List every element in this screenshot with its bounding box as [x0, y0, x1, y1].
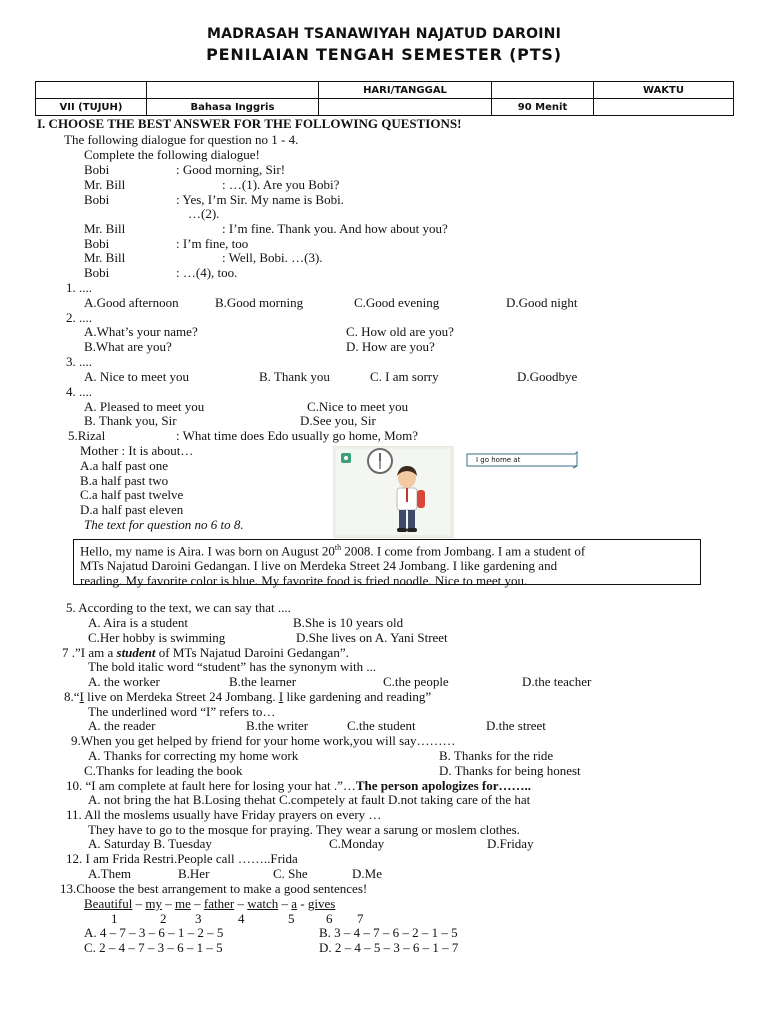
option-d: D.Friday — [487, 836, 534, 851]
option-a: A.What’s your name? — [84, 324, 198, 339]
q8-text: live on Merdeka Street 24 Jombang. — [83, 689, 279, 704]
passage-line-3: reading. My favorite color is blue. My favorite food is fried noodle. Nice to meet you. — [80, 573, 528, 589]
option-c: C. She — [273, 866, 308, 881]
word-list: Beautiful – my – me – father – watch – a - gives — [84, 896, 336, 911]
option-b: B.the writer — [246, 718, 309, 733]
passage-note: The text for question no 6 to 8. — [84, 517, 244, 532]
word-number: 2 — [160, 911, 167, 926]
dialogue-speaker: Bobi — [84, 192, 110, 207]
question-stem: The underlined word “I” refers to… — [88, 704, 276, 719]
option-d: D. 2 – 4 – 5 – 3 – 6 – 1 – 7 — [319, 940, 459, 955]
q8-text: 8.“ — [64, 689, 80, 704]
info-cell — [36, 82, 147, 99]
exam-title: PENILAIAN TENGAH SEMESTER (PTS) — [206, 45, 562, 64]
option-c: C.a half past twelve — [80, 487, 184, 502]
q5-speaker: 5.Rizal — [68, 428, 106, 443]
question-stem: 13.Choose the best arrangement to make a good sentences! — [60, 881, 368, 896]
dialogue-speaker: Mr. Bill — [84, 221, 126, 236]
word: Beautiful — [84, 896, 133, 911]
option-c: C.Good evening — [354, 295, 440, 310]
dialogue-line: : Well, Bobi. …(3). — [222, 250, 323, 265]
option-d: D.She lives on A. Yani Street — [296, 630, 448, 645]
option-c: C.Her hobby is swimming — [88, 630, 226, 645]
question-stem — [66, 778, 531, 793]
option-b: B. Thank you — [259, 369, 330, 384]
dialogue-line: : …(4), too. — [176, 265, 238, 280]
option-d: D. Thanks for being honest — [439, 763, 581, 778]
option-d: D.the teacher — [522, 674, 592, 689]
q5-line: : What time does Edo usually go home, Mom? — [176, 428, 419, 443]
dialogue-speaker: Bobi — [84, 236, 110, 251]
question-quote — [62, 645, 349, 660]
option-b: B.Good morning — [215, 295, 304, 310]
passage-text: 2008. I come from Jombang. I am a student of — [341, 543, 586, 559]
dialogue-speaker: Mr. Bill — [84, 177, 126, 192]
passage-line-1 — [80, 540, 700, 558]
word-number: 3 — [195, 911, 202, 926]
option-d: D.the street — [486, 718, 546, 733]
passage-superscript: th — [334, 543, 342, 552]
reading-passage — [73, 539, 701, 589]
q8-underlined-word: I — [278, 689, 284, 704]
word-number: 6 — [326, 911, 333, 926]
info-duration: 90 Menit — [492, 99, 594, 116]
option-b: B.Her — [178, 866, 210, 881]
option-b: B.What are you? — [84, 339, 172, 354]
option-d: D.Goodbye — [517, 369, 578, 384]
word: me — [175, 896, 191, 911]
dialogue-intro: The following dialogue for question no 1 - 4. — [64, 132, 299, 147]
dialogue-instruction: Complete the following dialogue! — [84, 147, 260, 162]
option-c: C.Nice to meet you — [307, 399, 409, 414]
info-subject: Bahasa Inggris — [147, 99, 319, 116]
option-d: D.Me — [352, 866, 382, 881]
word: my — [145, 896, 163, 911]
word-number: 4 — [238, 911, 245, 926]
question-context: They have to go to the mosque for praying. They wear a sarung or moslem clothes. — [88, 822, 520, 837]
illustration-svg — [333, 446, 585, 538]
dialogue-speaker: Mr. Bill — [84, 250, 126, 265]
word-number: 5 — [288, 911, 295, 926]
info-time-label: WAKTU — [594, 82, 734, 99]
q8-underlined-word: I — [79, 689, 84, 704]
question-number: 1. .... — [66, 280, 92, 295]
option-c: C.Monday — [329, 836, 385, 851]
option-b: B.She is 10 years old — [293, 615, 404, 630]
option-c: C. 2 – 4 – 7 – 3 – 6 – 1 – 5 — [84, 940, 223, 955]
dialogue-line: : I’m fine. Thank you. And how about you? — [222, 221, 448, 236]
info-cell — [594, 99, 734, 116]
info-day-date-label: HARI/TANGGAL — [319, 82, 492, 99]
q5-response: Mother : It is about… — [80, 443, 194, 458]
info-cell — [147, 82, 319, 99]
info-cell — [492, 82, 594, 99]
word-number: 7 — [357, 911, 364, 926]
passage-line-2: MTs Najatud Daroini Gedangan. I live on Merdeka Street 24 Jombang. I like gardening and — [80, 558, 558, 574]
q7-bold-word: student — [116, 645, 156, 660]
option-a: A. Thanks for correcting my home work — [88, 748, 299, 763]
option-c: C.Thanks for leading the book — [84, 763, 243, 778]
option-c: C.the people — [383, 674, 449, 689]
options-ab: A. Saturday B. Tuesday — [88, 836, 212, 851]
options-row: A. not bring the hat B.Losing thehat C.competely at fault D.not taking care of the hat — [88, 792, 531, 807]
option-c: C. I am sorry — [370, 369, 439, 384]
option-a: A. the reader — [88, 718, 156, 733]
option-d: D. How are you? — [346, 339, 435, 354]
dialogue-speaker: Bobi — [84, 162, 110, 177]
word: a — [291, 896, 298, 911]
section-title: I. CHOOSE THE BEST ANSWER FOR THE FOLLOWING QUESTIONS! — [37, 116, 462, 131]
question-number: 3. .... — [66, 354, 92, 369]
option-d: D.Good night — [506, 295, 578, 310]
option-c: C.the student — [347, 718, 416, 733]
info-class: VII (TUJUH) — [36, 99, 147, 116]
dialogue-line: : …(1). Are you Bobi? — [222, 177, 340, 192]
word: watch — [247, 896, 279, 911]
q10-bold-text: The person apologizes for…….. — [355, 778, 532, 793]
speech-bubble-text: I go home at — [476, 456, 521, 464]
q8-text: like gardening and reading” — [283, 689, 432, 704]
option-a: A. Aira is a student — [88, 615, 189, 630]
option-a: A.Them — [88, 866, 131, 881]
option-b: B.a half past two — [80, 473, 169, 488]
option-a: A.a half past one — [80, 458, 169, 473]
school-name: MADRASAH TSANAWIYAH NAJATUD DAROINI — [207, 26, 561, 42]
question-number: 2. .... — [66, 310, 92, 325]
word: father — [203, 896, 235, 911]
option-a: A.Good afternoon — [84, 295, 179, 310]
question-quote — [64, 689, 431, 704]
dialogue-line: …(2). — [188, 206, 220, 221]
question-stem: 5. According to the text, we can say that .... — [66, 600, 291, 615]
option-a: A. 4 – 7 – 3 – 6 – 1 – 2 – 5 — [84, 925, 224, 940]
dialogue-line: : Good morning, Sir! — [176, 162, 286, 177]
option-a: A. the worker — [88, 674, 160, 689]
option-b: B. Thank you, Sir — [84, 413, 177, 428]
option-b: B.the learner — [229, 674, 297, 689]
question-stem: 11. All the moslems usually have Friday prayers on every … — [66, 807, 382, 822]
dialogue-line: : Yes, I’m Sir. My name is Bobi. — [176, 192, 344, 207]
question-stem: The bold italic word “student” has the synonym with ... — [88, 659, 377, 674]
word-number: 1 — [111, 911, 118, 926]
option-c: C. How old are you? — [346, 324, 454, 339]
option-b: B. 3 – 4 – 7 – 6 – 2 – 1 – 5 — [319, 925, 458, 940]
dialogue-line: : I’m fine, too — [176, 236, 249, 251]
option-a: A. Nice to meet you — [84, 369, 190, 384]
q7-text: of MTs Najatud Daroini Gedangan”. — [155, 645, 349, 660]
passage-text: Hello, my name is Aira. I was born on August 20 — [80, 543, 335, 559]
option-d: D.See you, Sir — [300, 413, 376, 428]
info-table — [35, 81, 734, 116]
q7-text: 7 .”I am a — [62, 645, 117, 660]
option-b: B. Thanks for the ride — [439, 748, 554, 763]
option-d: D.a half past eleven — [80, 502, 184, 517]
dialogue-speaker: Bobi — [84, 265, 110, 280]
word: gives — [307, 896, 336, 911]
q10-text: 10. “I am complete at fault here for losing your hat .”… — [66, 778, 356, 793]
info-cell — [319, 99, 492, 116]
option-a: A. Pleased to meet you — [84, 399, 205, 414]
question-number: 4. .... — [66, 384, 92, 399]
clock-boy-illustration — [333, 446, 585, 538]
question-stem: 9.When you get helped by friend for your home work,you will say……… — [71, 733, 456, 748]
question-stem: 12. I am Frida Restri.People call ……..Frida — [66, 851, 298, 866]
